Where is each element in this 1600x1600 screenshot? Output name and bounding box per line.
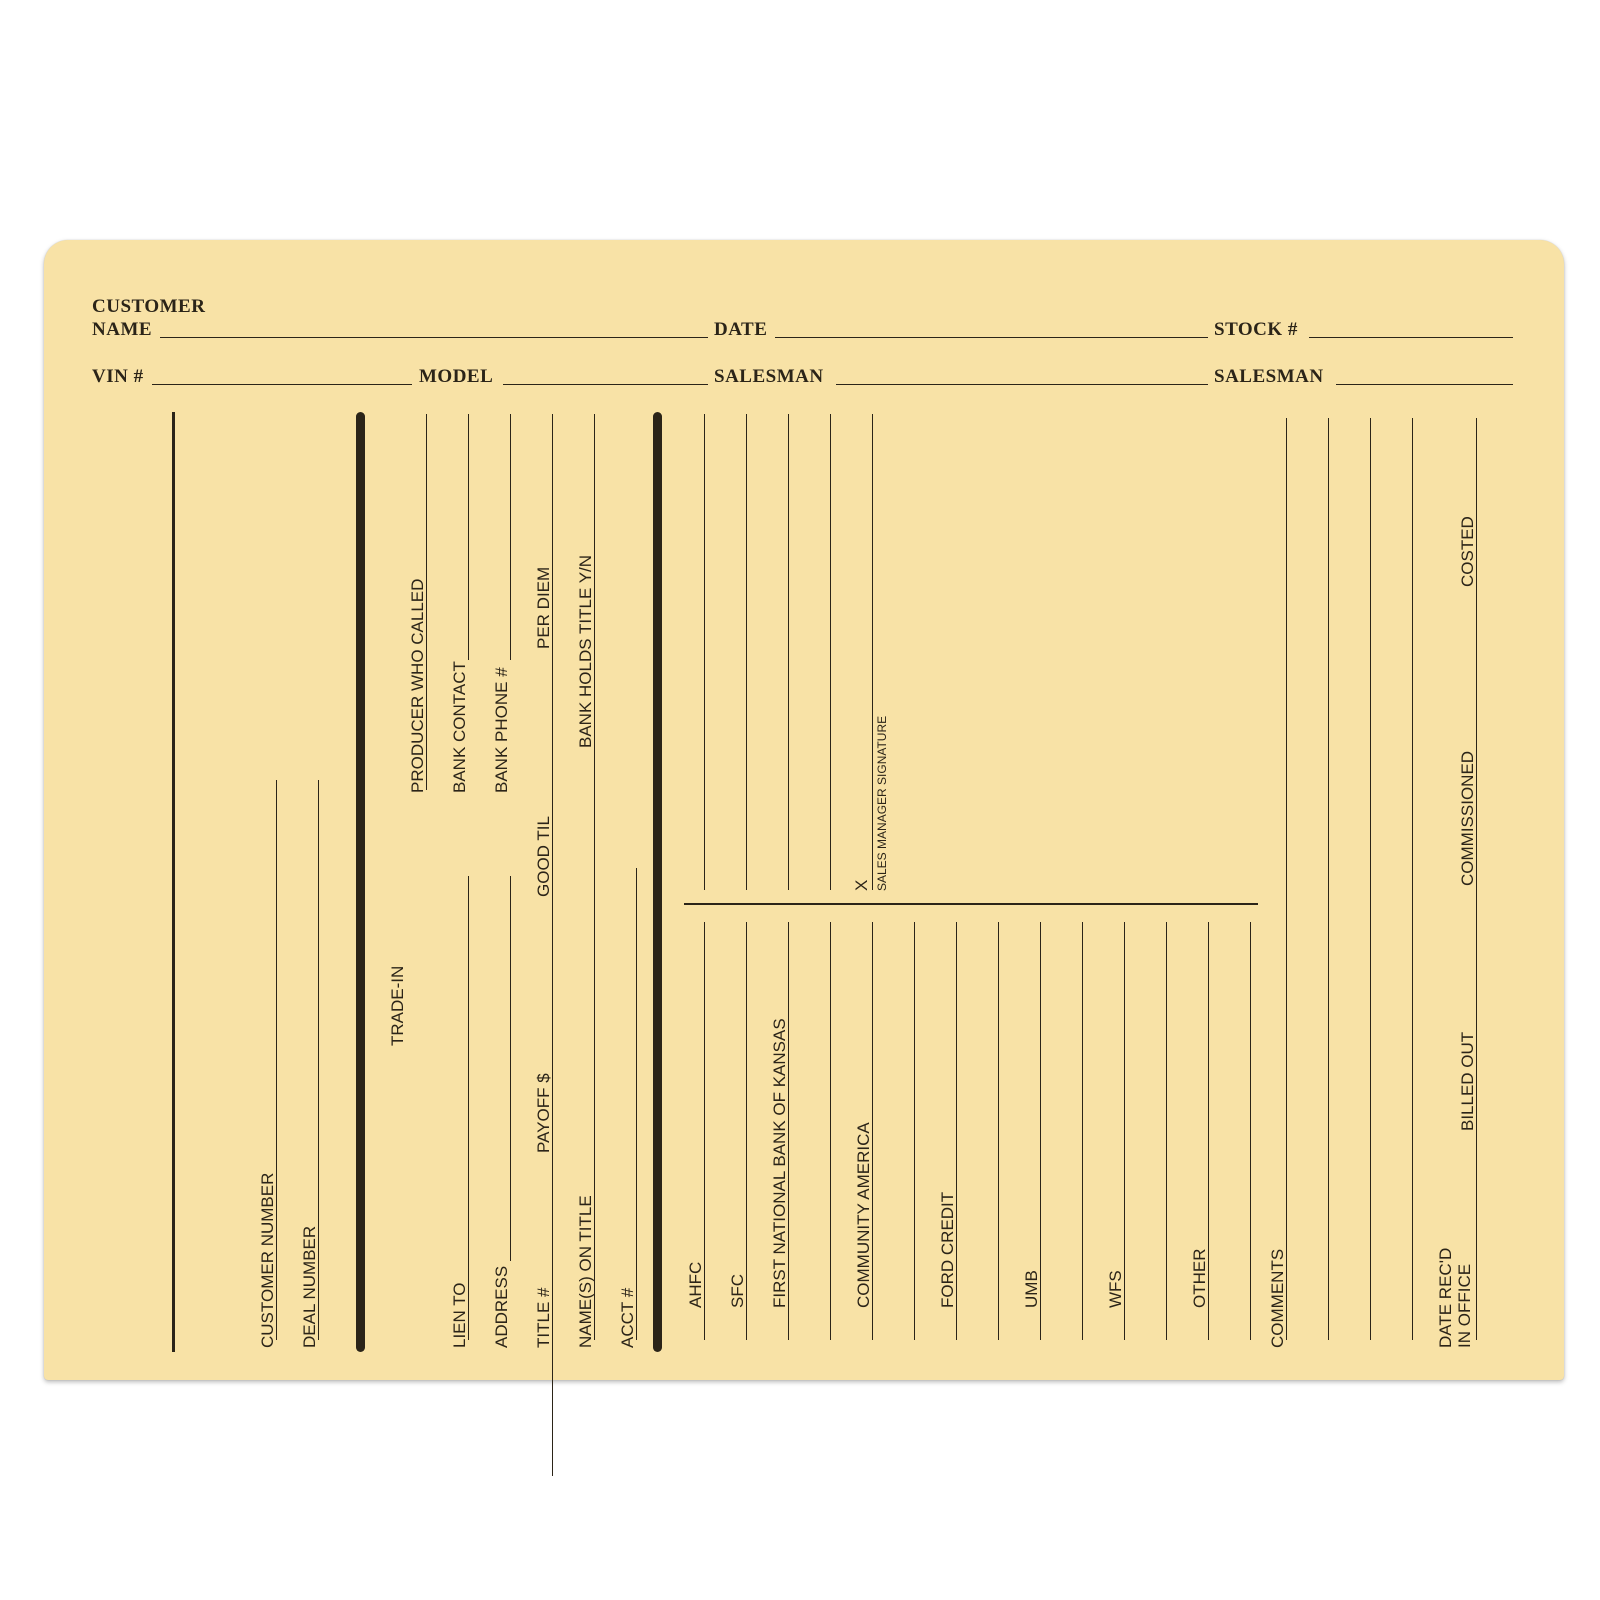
salesman-label-2: SALESMAN — [1214, 366, 1324, 387]
model-label: MODEL — [419, 366, 494, 387]
vin-field[interactable] — [152, 384, 412, 385]
stock-label: STOCK # — [1214, 319, 1298, 340]
upper-column-line — [746, 414, 747, 890]
lender-blank-field[interactable] — [914, 922, 915, 1340]
customer-label-top: CUSTOMER — [92, 296, 206, 317]
upper-column-line — [704, 414, 705, 890]
signature-divider — [684, 903, 1258, 905]
bank-phone-field[interactable] — [510, 414, 511, 660]
left-divider — [172, 412, 175, 1352]
vin-label: VIN # — [92, 366, 144, 387]
trade-in-divider — [356, 412, 365, 1352]
lender-blank-field[interactable] — [1166, 922, 1167, 1340]
acct-field[interactable] — [636, 868, 637, 1340]
lender-blank-field[interactable] — [1082, 922, 1083, 1340]
stock-field[interactable] — [1309, 337, 1513, 338]
address-field[interactable] — [510, 876, 511, 1261]
lender-blank-field[interactable] — [830, 922, 831, 1340]
model-field[interactable] — [503, 384, 708, 385]
salesman-label-1: SALESMAN — [714, 366, 824, 387]
comments-line[interactable] — [1328, 418, 1329, 1340]
comments-line[interactable] — [1412, 418, 1413, 1340]
salesman-field-2[interactable] — [1336, 384, 1513, 385]
comments-line[interactable] — [1370, 418, 1371, 1340]
customer-name-field[interactable] — [160, 337, 708, 338]
upper-column-line — [830, 414, 831, 890]
bank-contact-field[interactable] — [468, 414, 469, 660]
lien-to-field[interactable] — [468, 876, 469, 1340]
lender-blank-field[interactable] — [998, 922, 999, 1340]
upper-column-line — [788, 414, 789, 890]
lender-blank-field[interactable] — [1250, 922, 1251, 1340]
comments-field[interactable] — [1286, 418, 1287, 1340]
salesman-field-1[interactable] — [836, 384, 1208, 385]
sales-manager-signature-field[interactable] — [872, 414, 873, 890]
date-label: DATE — [714, 319, 768, 340]
lender-divider — [653, 412, 662, 1352]
date-field[interactable] — [775, 337, 1208, 338]
customer-name-label: NAME — [92, 319, 153, 340]
